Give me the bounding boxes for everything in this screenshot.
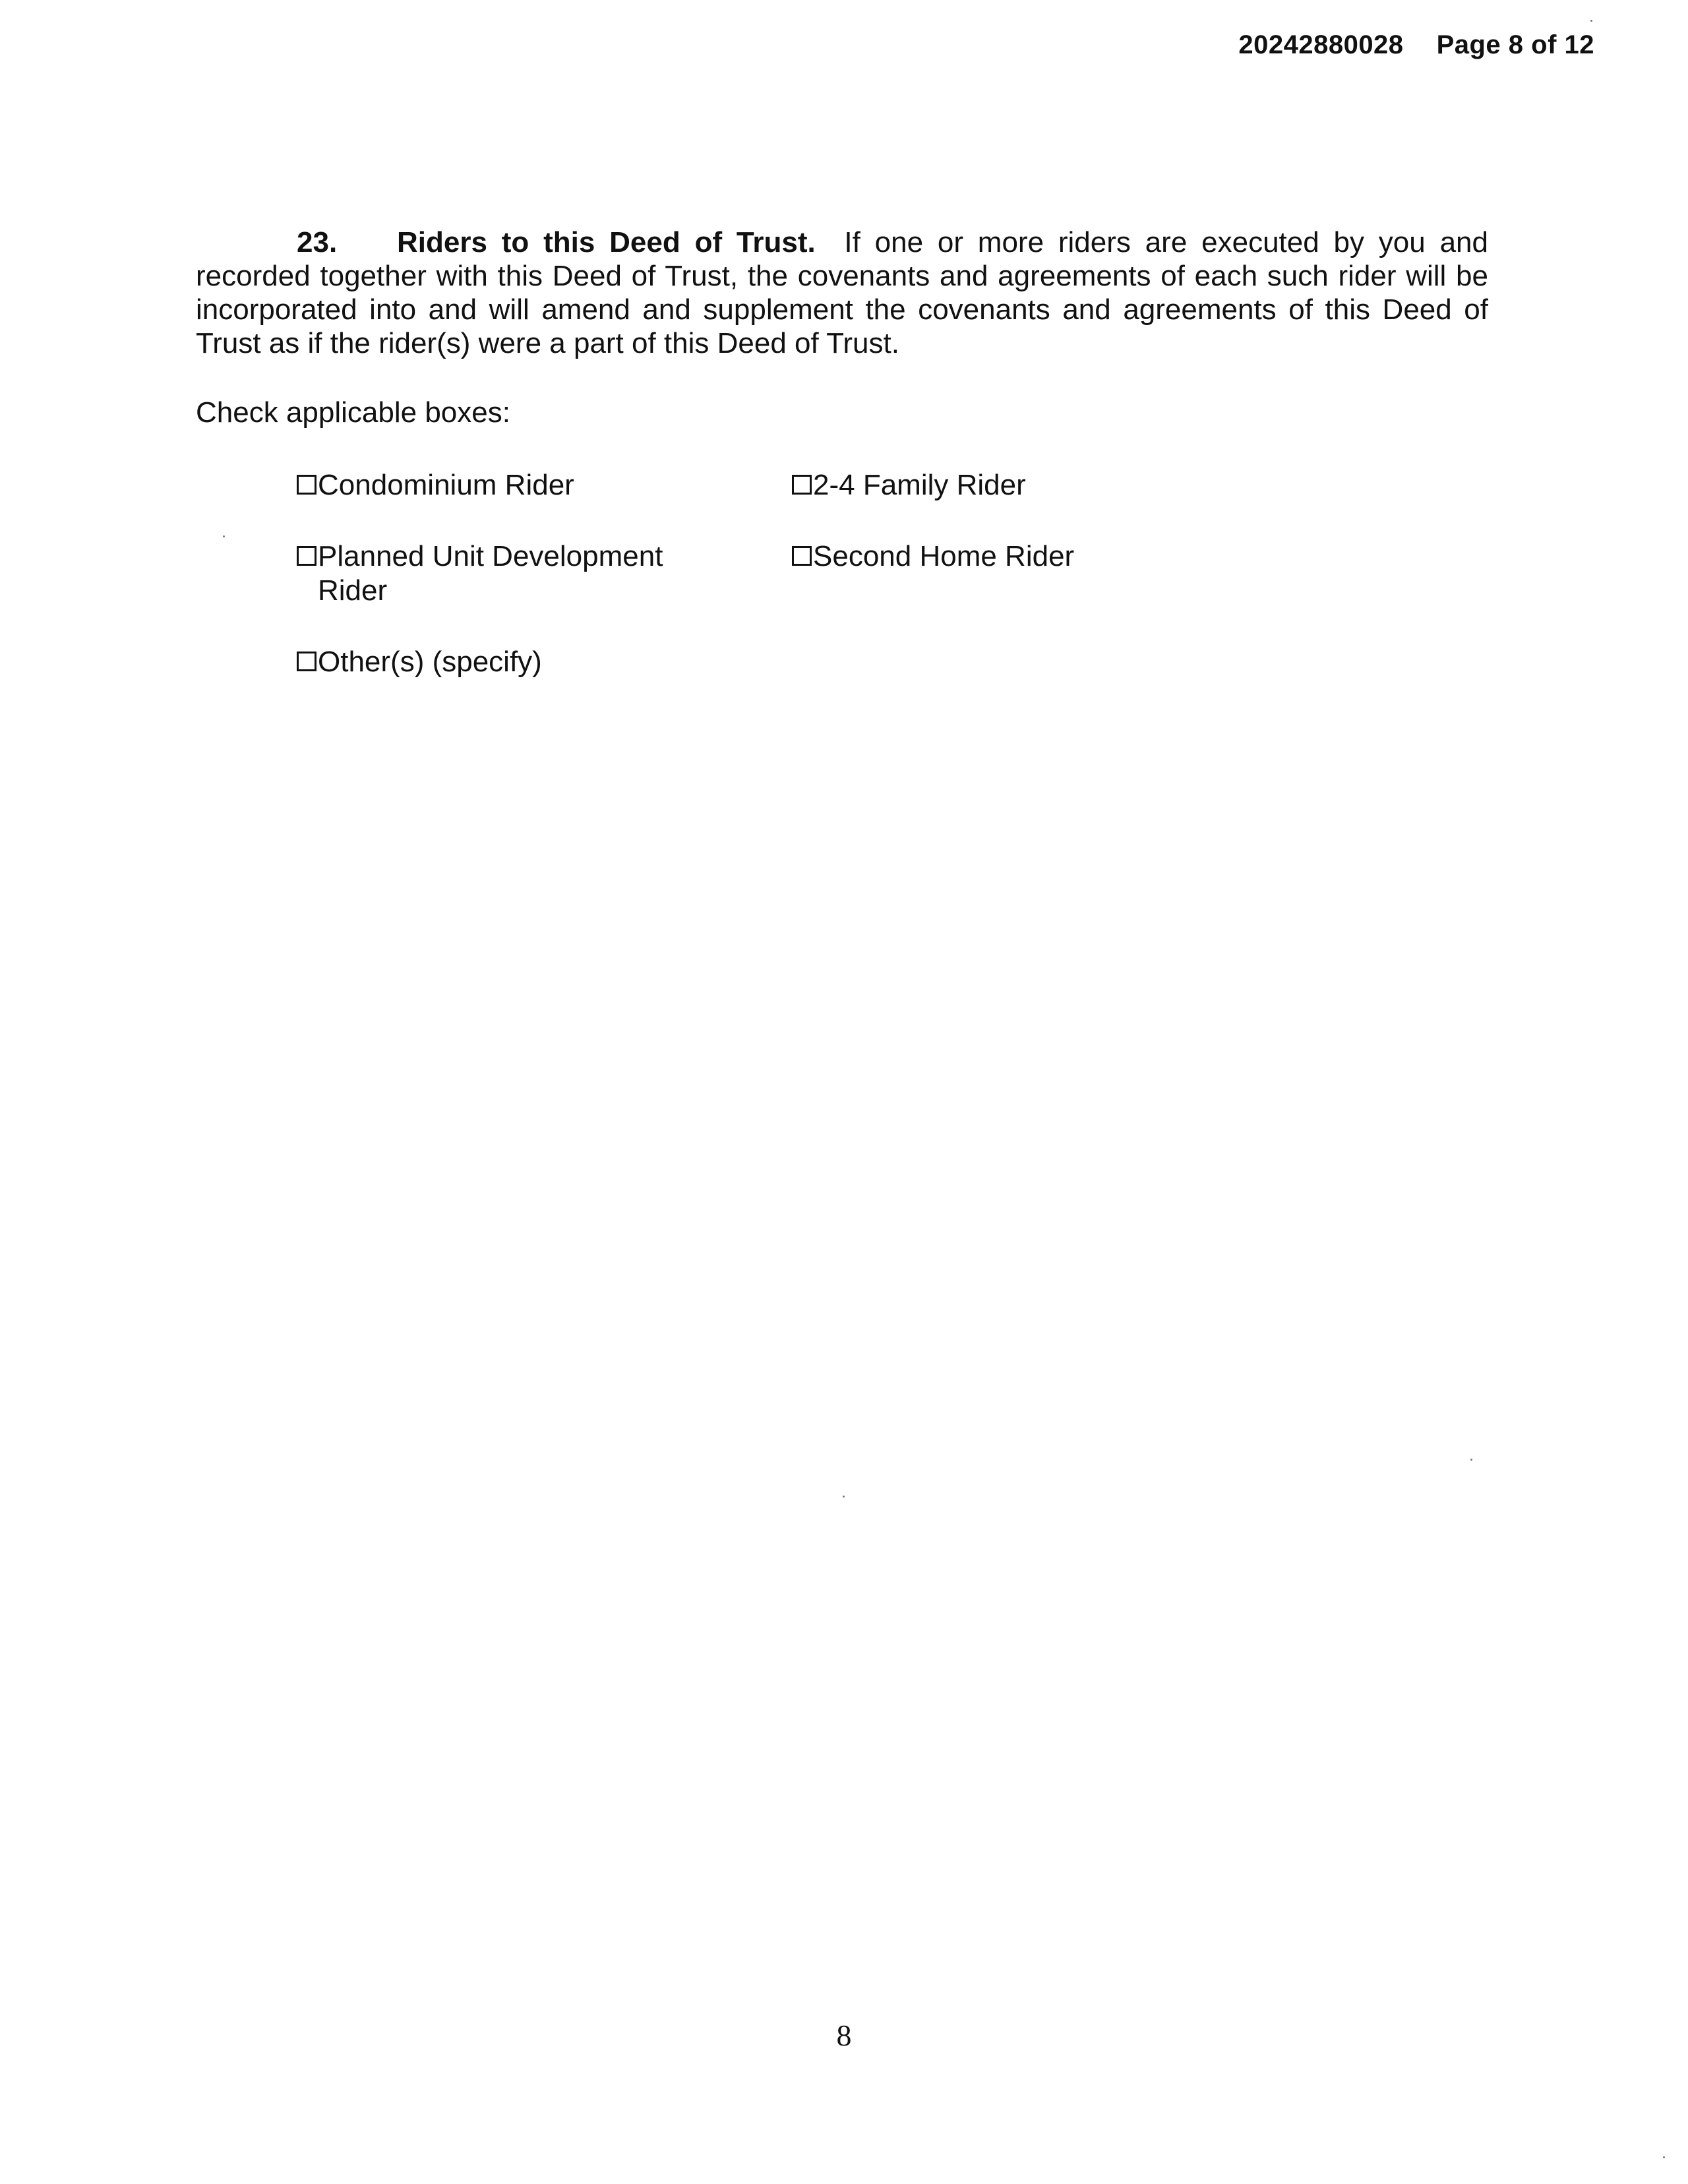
checkbox-icon[interactable] bbox=[297, 475, 316, 495]
checkbox-icon[interactable] bbox=[297, 546, 316, 566]
checklist-label: Check applicable boxes: bbox=[196, 396, 510, 429]
checkbox-icon[interactable] bbox=[792, 546, 812, 566]
option-others-specify[interactable] bbox=[297, 645, 542, 679]
section-body: If one or more riders are executed by you and recorded together with this Deed of Trust, the covenants and agreements of each such rider will be incorporated into and will amend and supplement the covenants and agreements of this Deed of Trust as if the rider(s) were a part of this Deed of Trust. bbox=[196, 226, 1488, 359]
checkbox-icon[interactable] bbox=[297, 652, 316, 671]
scan-speck bbox=[1663, 2156, 1665, 2158]
option-2-4-family-rider[interactable] bbox=[792, 468, 1026, 502]
document-header bbox=[1238, 30, 1594, 60]
page-indicator: Page 8 of 12 bbox=[1436, 30, 1594, 59]
document-number: 20242880028 bbox=[1238, 30, 1404, 59]
scan-speck bbox=[223, 535, 225, 537]
section-heading: Riders to this Deed of Trust. bbox=[397, 226, 816, 258]
scan-speck bbox=[1470, 1459, 1472, 1461]
checkbox-icon[interactable] bbox=[792, 475, 812, 495]
option-condominium-rider[interactable] bbox=[297, 468, 574, 502]
option-second-home-rider[interactable] bbox=[792, 539, 1074, 574]
option-planned-unit-development-rider[interactable] bbox=[297, 539, 694, 608]
section-number: 23. bbox=[297, 226, 338, 258]
scan-speck bbox=[843, 1496, 845, 1498]
option-label: Condominium Rider bbox=[318, 469, 574, 501]
option-label: Second Home Rider bbox=[813, 540, 1075, 572]
option-label: Other(s) (specify) bbox=[318, 646, 542, 678]
option-label: Planned Unit Development Rider bbox=[318, 540, 663, 607]
scan-speck bbox=[1590, 20, 1592, 22]
section-23 bbox=[196, 226, 1488, 360]
option-label: 2-4 Family Rider bbox=[813, 469, 1026, 501]
page-number: 8 bbox=[836, 2018, 852, 2052]
